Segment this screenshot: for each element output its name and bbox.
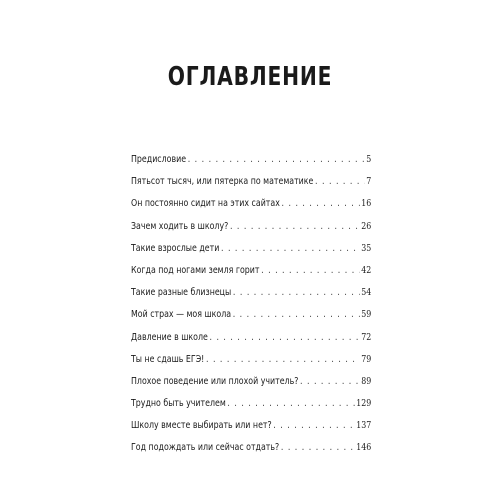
dot-leader — [227, 396, 354, 412]
toc-entry — [131, 352, 371, 374]
toc-entry-label: Год подождать или сейчас отдать? — [131, 442, 280, 454]
toc-entry-page: 5 — [366, 154, 372, 165]
dot-leader — [188, 152, 365, 168]
toc-entry — [131, 196, 371, 218]
toc-entry — [131, 307, 371, 329]
toc-entry-page: 137 — [356, 420, 372, 432]
toc-entry-label: Такие взрослые дети — [131, 242, 220, 254]
table-of-contents — [131, 152, 371, 463]
toc-entry — [131, 285, 371, 307]
dot-leader — [233, 307, 360, 323]
toc-entry-label: Школу вместе выбирать или нет? — [131, 420, 272, 432]
dot-leader — [281, 440, 355, 456]
toc-entry — [131, 174, 371, 196]
toc-entry — [131, 263, 371, 285]
toc-entry-page: 89 — [361, 375, 372, 387]
toc-entry — [131, 418, 371, 440]
dot-leader — [221, 241, 360, 257]
toc-entry-label: Пятьсот тысяч, или пятерка по математике — [131, 176, 314, 188]
toc-entry-label: Такие разные близнецы — [131, 287, 232, 299]
toc-entry-label: Плохое поведение или плохой учитель? — [131, 375, 299, 387]
toc-entry-page: 7 — [366, 176, 372, 188]
dot-leader — [315, 174, 365, 190]
toc-entry-label: Ты не сдашь ЕГЭ! — [131, 353, 205, 365]
toc-entry-page: 35 — [361, 242, 372, 254]
dot-leader — [282, 196, 360, 212]
dot-leader — [273, 418, 354, 434]
dot-leader — [300, 374, 360, 390]
toc-entry — [131, 219, 371, 241]
toc-entry-page: 72 — [361, 331, 372, 343]
page-title: ОГЛАВЛЕНИЕ — [167, 62, 333, 92]
dot-leader — [233, 285, 360, 301]
dot-leader — [230, 219, 360, 235]
toc-entry-label: Он постоянно сидит на этих сайтах — [131, 198, 280, 210]
toc-entry-page: 129 — [356, 398, 372, 410]
toc-entry-page: 59 — [361, 309, 372, 321]
toc-entry-label: Мой страх — моя школа — [131, 309, 232, 321]
dot-leader — [206, 352, 360, 368]
toc-entry — [131, 330, 371, 352]
dot-leader — [261, 263, 359, 279]
toc-entry-preface — [131, 152, 371, 174]
toc-entry-label: Давление в школе — [131, 331, 208, 343]
toc-entry — [131, 396, 371, 418]
toc-entry-page: 26 — [361, 220, 372, 232]
toc-entry-page: 16 — [361, 198, 372, 210]
toc-entry-label: Предисловие — [131, 154, 187, 165]
toc-entry — [131, 374, 371, 396]
toc-entry-label: Когда под ногами земля горит — [131, 264, 260, 276]
toc-entry — [131, 241, 371, 263]
toc-entry-page: 79 — [361, 353, 372, 365]
toc-entry-page: 42 — [361, 264, 372, 276]
toc-entry-page: 54 — [361, 287, 372, 299]
toc-entry — [131, 440, 371, 462]
toc-entry-page: 146 — [356, 442, 372, 454]
toc-entry-label: Трудно быть учителем — [131, 398, 226, 410]
dot-leader — [209, 330, 359, 346]
toc-entry-label: Зачем ходить в школу? — [131, 220, 229, 232]
